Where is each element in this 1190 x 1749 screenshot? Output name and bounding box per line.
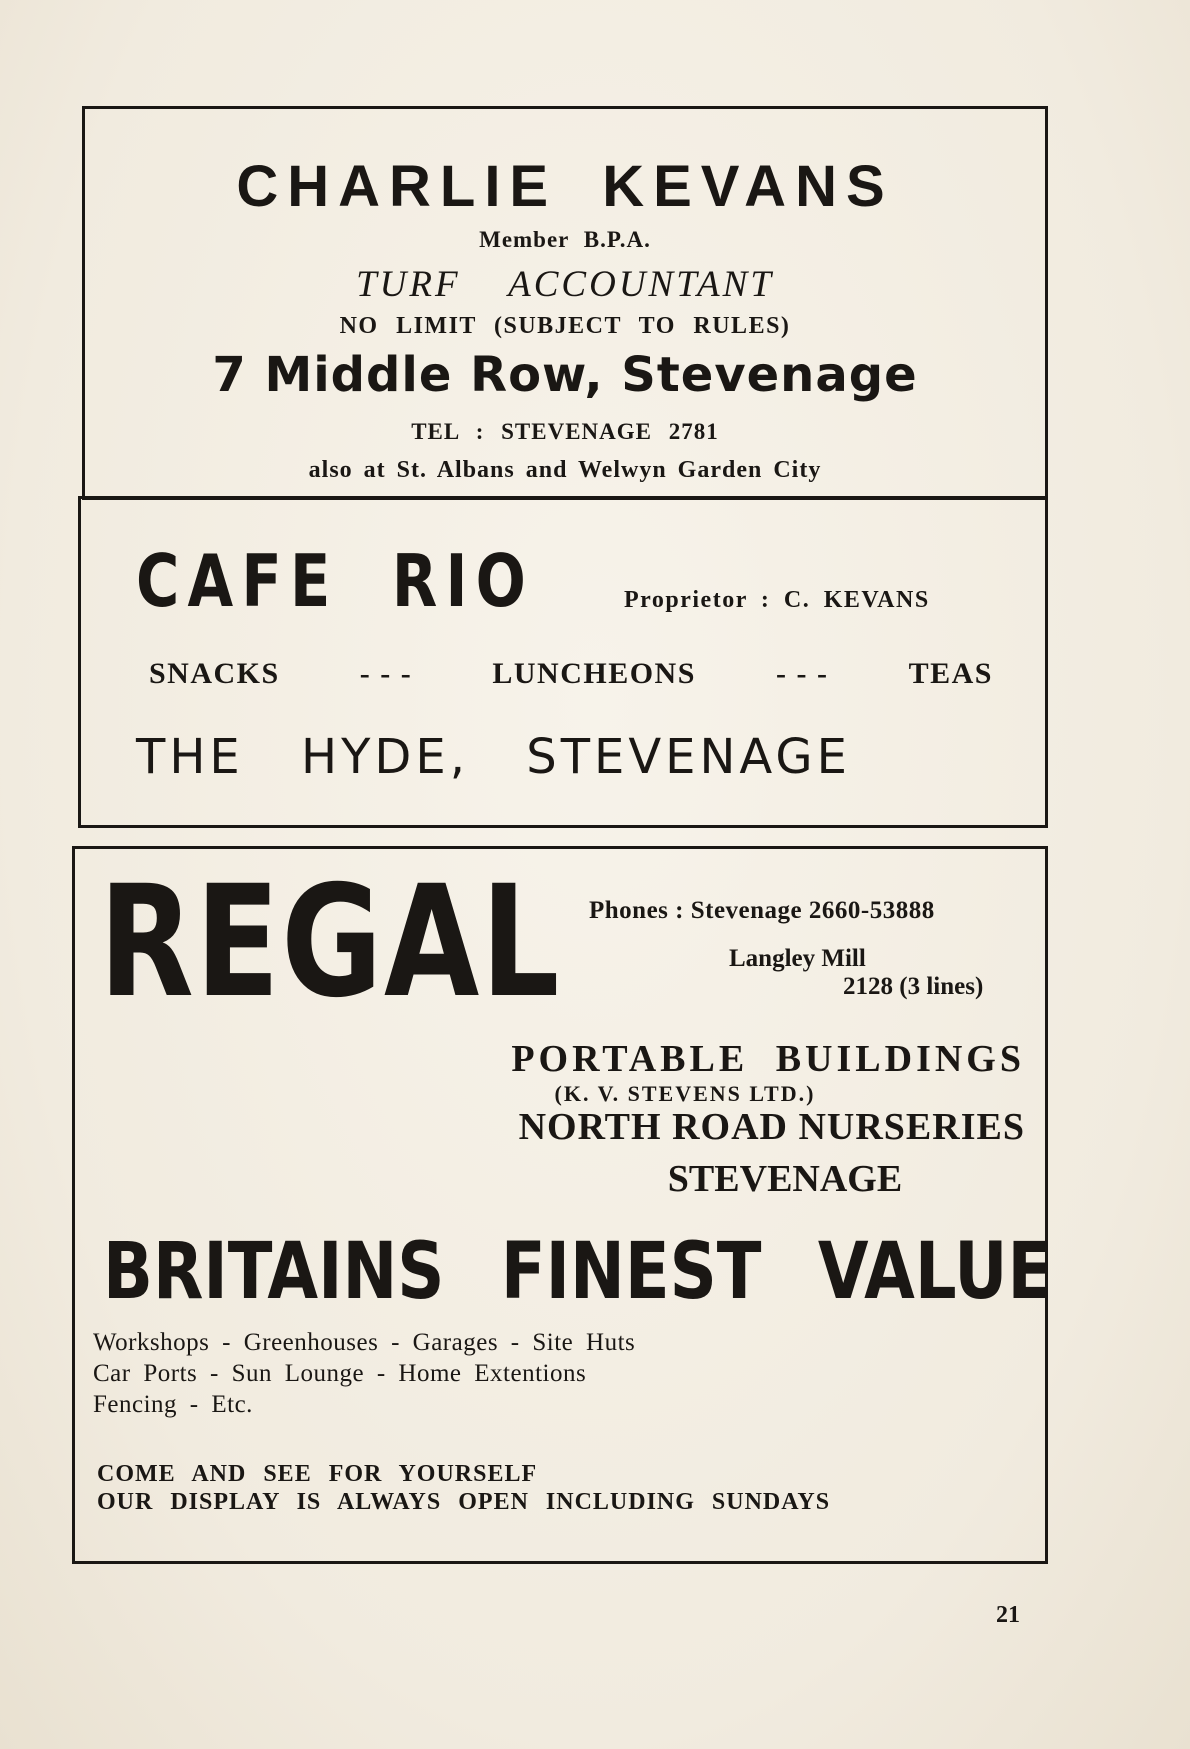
display-line: OUR DISPLAY IS ALWAYS OPEN INCLUDING SUNDAYS [97, 1489, 831, 1515]
advert-title: CAFE RIO [136, 539, 535, 623]
location-line: THE HYDE, STEVENAGE [136, 729, 851, 785]
charlie-kevans-advert [82, 106, 1048, 500]
menu-line [149, 657, 993, 691]
menu-item: TEAS [908, 657, 993, 690]
services-line: Workshops - Greenhouses - Garages - Site Huts [93, 1329, 636, 1356]
cafe-rio-advert [78, 496, 1048, 828]
regal-advert [72, 846, 1053, 1564]
membership-line: Member B.P.A. [479, 227, 651, 252]
services-line: Fencing - Etc. [93, 1391, 253, 1418]
menu-separator: - - - [776, 657, 829, 690]
advert-title: REGAL [99, 853, 561, 1032]
address-line: 7 Middle Row, Stevenage [212, 347, 918, 403]
town-line: STEVENAGE [667, 1158, 903, 1200]
menu-separator: - - - [359, 657, 413, 690]
invite-line: COME AND SEE FOR YOURSELF [97, 1461, 538, 1487]
site-line: NORTH ROAD NURSERIES [518, 1106, 1025, 1148]
services-line: Car Ports - Sun Lounge - Home Extentions [93, 1360, 587, 1387]
phones-line: Phones : Stevenage 2660-53888 [589, 897, 935, 924]
product-line: PORTABLE BUILDINGS [511, 1038, 1025, 1080]
advert-title: CHARLIE KEVANS [236, 154, 894, 219]
langley-lines: 2128 (3 lines) [843, 973, 984, 1000]
branches-line: also at St. Albans and Welwyn Garden City [308, 457, 822, 483]
trade-line: TURF ACCOUNTANT [356, 264, 774, 305]
menu-item: LUNCHEONS [492, 657, 696, 690]
menu-item: SNACKS [149, 657, 280, 690]
proprietor-line: Proprietor : C. KEVANS [624, 587, 930, 613]
terms-line: NO LIMIT (SUBJECT TO RULES) [339, 313, 791, 339]
langley-line: Langley Mill [729, 945, 866, 972]
slogan-line: BRITAINS FINEST VALUE [103, 1227, 1053, 1317]
telephone-line: TEL : STEVENAGE 2781 [411, 419, 719, 444]
company-line: (K. V. STEVENS LTD.) [554, 1081, 816, 1106]
page-number: 21 [996, 1602, 1020, 1628]
